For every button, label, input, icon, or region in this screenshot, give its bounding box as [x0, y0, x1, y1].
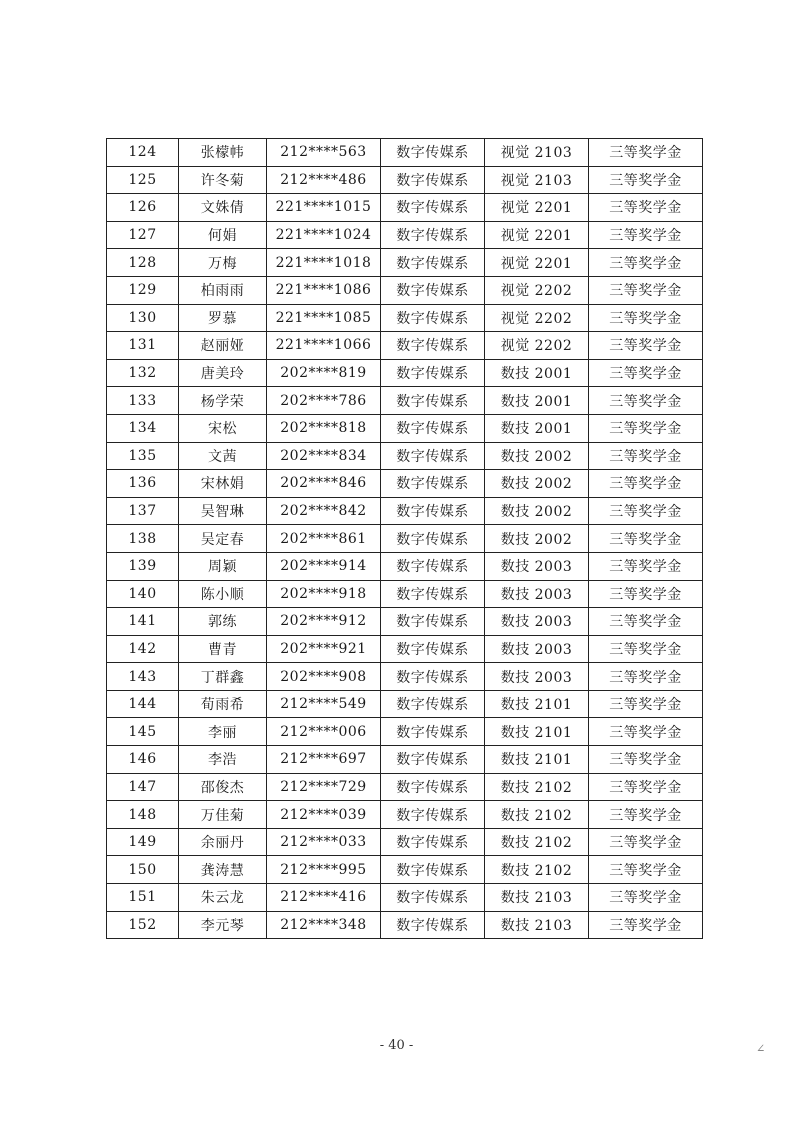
row-number-cell: 132 [107, 359, 179, 387]
department-cell: 数字传媒系 [381, 580, 485, 608]
class-cell: 数技 2102 [485, 801, 589, 829]
student-id-cell: 202****818 [267, 414, 381, 442]
class-cell: 数技 2001 [485, 414, 589, 442]
page-number: - 40 - [379, 1038, 414, 1053]
student-name-cell: 张檬帏 [179, 139, 267, 167]
student-name-cell: 杨学荣 [179, 387, 267, 415]
student-name-cell: 邵俊杰 [179, 773, 267, 801]
student-name-cell: 荀雨希 [179, 690, 267, 718]
award-cell: 三等奖学金 [589, 332, 703, 360]
student-name-cell: 李浩 [179, 746, 267, 774]
class-cell: 数技 2003 [485, 552, 589, 580]
class-cell: 数技 2002 [485, 497, 589, 525]
student-id-cell: 212****549 [267, 690, 381, 718]
award-cell: 三等奖学金 [589, 884, 703, 912]
award-cell: 三等奖学金 [589, 414, 703, 442]
class-cell: 数技 2003 [485, 580, 589, 608]
class-cell: 数技 2101 [485, 690, 589, 718]
table-row [107, 801, 703, 829]
table-row [107, 359, 703, 387]
table-row [107, 856, 703, 884]
department-cell: 数字传媒系 [381, 856, 485, 884]
award-cell: 三等奖学金 [589, 139, 703, 167]
student-id-cell: 212****729 [267, 773, 381, 801]
student-id-cell: 202****912 [267, 608, 381, 636]
class-cell: 数技 2003 [485, 663, 589, 691]
student-name-cell: 宋林娟 [179, 470, 267, 498]
student-id-cell: 212****039 [267, 801, 381, 829]
class-cell: 数技 2002 [485, 470, 589, 498]
student-id-cell: 212****697 [267, 746, 381, 774]
department-cell: 数字传媒系 [381, 884, 485, 912]
student-name-cell: 朱云龙 [179, 884, 267, 912]
department-cell: 数字传媒系 [381, 359, 485, 387]
department-cell: 数字传媒系 [381, 828, 485, 856]
class-cell: 视觉 2201 [485, 194, 589, 222]
table-row [107, 497, 703, 525]
student-id-cell: 202****819 [267, 359, 381, 387]
department-cell: 数字传媒系 [381, 387, 485, 415]
table-row [107, 911, 703, 939]
row-number-cell: 128 [107, 249, 179, 277]
row-number-cell: 133 [107, 387, 179, 415]
student-name-cell: 余丽丹 [179, 828, 267, 856]
student-id-cell: 212****486 [267, 166, 381, 194]
row-number-cell: 141 [107, 608, 179, 636]
row-number-cell: 143 [107, 663, 179, 691]
department-cell: 数字传媒系 [381, 442, 485, 470]
award-cell: 三等奖学金 [589, 525, 703, 553]
student-name-cell: 李元琴 [179, 911, 267, 939]
award-cell: 三等奖学金 [589, 856, 703, 884]
table-row [107, 552, 703, 580]
award-cell: 三等奖学金 [589, 635, 703, 663]
row-number-cell: 124 [107, 139, 179, 167]
award-cell: 三等奖学金 [589, 718, 703, 746]
student-id-cell: 202****921 [267, 635, 381, 663]
class-cell: 数技 2102 [485, 773, 589, 801]
department-cell: 数字传媒系 [381, 552, 485, 580]
table-row [107, 194, 703, 222]
student-id-cell: 202****786 [267, 387, 381, 415]
department-cell: 数字传媒系 [381, 718, 485, 746]
table-row [107, 414, 703, 442]
student-id-cell: 221****1085 [267, 304, 381, 332]
class-cell: 视觉 2202 [485, 304, 589, 332]
row-number-cell: 129 [107, 276, 179, 304]
department-cell: 数字传媒系 [381, 746, 485, 774]
table-row [107, 276, 703, 304]
table-row [107, 221, 703, 249]
department-cell: 数字传媒系 [381, 249, 485, 277]
student-id-cell: 221****1086 [267, 276, 381, 304]
department-cell: 数字传媒系 [381, 497, 485, 525]
row-number-cell: 135 [107, 442, 179, 470]
row-number-cell: 125 [107, 166, 179, 194]
student-id-cell: 202****834 [267, 442, 381, 470]
table-row [107, 166, 703, 194]
class-cell: 数技 2101 [485, 746, 589, 774]
table-row [107, 442, 703, 470]
class-cell: 数技 2001 [485, 387, 589, 415]
department-cell: 数字传媒系 [381, 663, 485, 691]
award-cell: 三等奖学金 [589, 194, 703, 222]
row-number-cell: 139 [107, 552, 179, 580]
corner-mark: ∠ [756, 1042, 766, 1055]
department-cell: 数字传媒系 [381, 221, 485, 249]
student-name-cell: 柏雨雨 [179, 276, 267, 304]
class-cell: 数技 2102 [485, 828, 589, 856]
student-id-cell: 221****1015 [267, 194, 381, 222]
row-number-cell: 152 [107, 911, 179, 939]
department-cell: 数字传媒系 [381, 608, 485, 636]
award-cell: 三等奖学金 [589, 580, 703, 608]
student-name-cell: 李丽 [179, 718, 267, 746]
row-number-cell: 148 [107, 801, 179, 829]
student-name-cell: 万佳菊 [179, 801, 267, 829]
student-name-cell: 曹青 [179, 635, 267, 663]
table-row [107, 525, 703, 553]
student-name-cell: 万梅 [179, 249, 267, 277]
award-cell: 三等奖学金 [589, 249, 703, 277]
class-cell: 数技 2101 [485, 718, 589, 746]
table-row [107, 332, 703, 360]
student-name-cell: 罗慕 [179, 304, 267, 332]
row-number-cell: 144 [107, 690, 179, 718]
row-number-cell: 146 [107, 746, 179, 774]
student-name-cell: 吴定春 [179, 525, 267, 553]
class-cell: 视觉 2103 [485, 139, 589, 167]
student-name-cell: 周颖 [179, 552, 267, 580]
student-id-cell: 221****1018 [267, 249, 381, 277]
student-name-cell: 赵丽娅 [179, 332, 267, 360]
award-cell: 三等奖学金 [589, 387, 703, 415]
table-row [107, 608, 703, 636]
class-cell: 视觉 2201 [485, 221, 589, 249]
table-row [107, 139, 703, 167]
award-cell: 三等奖学金 [589, 828, 703, 856]
table-row [107, 828, 703, 856]
class-cell: 数技 2102 [485, 856, 589, 884]
award-cell: 三等奖学金 [589, 773, 703, 801]
table-row [107, 249, 703, 277]
row-number-cell: 138 [107, 525, 179, 553]
award-cell: 三等奖学金 [589, 690, 703, 718]
department-cell: 数字传媒系 [381, 139, 485, 167]
department-cell: 数字传媒系 [381, 304, 485, 332]
student-name-cell: 何娟 [179, 221, 267, 249]
row-number-cell: 140 [107, 580, 179, 608]
award-cell: 三等奖学金 [589, 304, 703, 332]
row-number-cell: 134 [107, 414, 179, 442]
student-id-cell: 202****842 [267, 497, 381, 525]
student-name-cell: 唐美玲 [179, 359, 267, 387]
student-id-cell: 212****033 [267, 828, 381, 856]
department-cell: 数字传媒系 [381, 525, 485, 553]
student-id-cell: 202****908 [267, 663, 381, 691]
department-cell: 数字传媒系 [381, 635, 485, 663]
award-cell: 三等奖学金 [589, 746, 703, 774]
student-name-cell: 宋松 [179, 414, 267, 442]
table-row [107, 635, 703, 663]
row-number-cell: 147 [107, 773, 179, 801]
award-cell: 三等奖学金 [589, 552, 703, 580]
table-row [107, 884, 703, 912]
class-cell: 数技 2001 [485, 359, 589, 387]
student-name-cell: 龚涛慧 [179, 856, 267, 884]
student-id-cell: 221****1066 [267, 332, 381, 360]
row-number-cell: 150 [107, 856, 179, 884]
department-cell: 数字传媒系 [381, 801, 485, 829]
award-cell: 三等奖学金 [589, 359, 703, 387]
award-cell: 三等奖学金 [589, 497, 703, 525]
award-cell: 三等奖学金 [589, 801, 703, 829]
table-row [107, 304, 703, 332]
award-cell: 三等奖学金 [589, 608, 703, 636]
student-id-cell: 221****1024 [267, 221, 381, 249]
class-cell: 数技 2103 [485, 884, 589, 912]
row-number-cell: 149 [107, 828, 179, 856]
department-cell: 数字传媒系 [381, 690, 485, 718]
student-name-cell: 文姝倩 [179, 194, 267, 222]
table-row [107, 773, 703, 801]
student-id-cell: 212****348 [267, 911, 381, 939]
table-row [107, 718, 703, 746]
row-number-cell: 136 [107, 470, 179, 498]
award-cell: 三等奖学金 [589, 470, 703, 498]
row-number-cell: 126 [107, 194, 179, 222]
row-number-cell: 151 [107, 884, 179, 912]
class-cell: 视觉 2103 [485, 166, 589, 194]
award-cell: 三等奖学金 [589, 911, 703, 939]
student-id-cell: 202****918 [267, 580, 381, 608]
student-name-cell: 丁群鑫 [179, 663, 267, 691]
class-cell: 数技 2103 [485, 911, 589, 939]
table-row [107, 387, 703, 415]
table-row [107, 690, 703, 718]
class-cell: 数技 2002 [485, 442, 589, 470]
student-id-cell: 212****416 [267, 884, 381, 912]
department-cell: 数字传媒系 [381, 773, 485, 801]
scholarship-table [106, 138, 703, 939]
department-cell: 数字传媒系 [381, 194, 485, 222]
department-cell: 数字传媒系 [381, 911, 485, 939]
department-cell: 数字传媒系 [381, 470, 485, 498]
table-row [107, 663, 703, 691]
student-name-cell: 郭练 [179, 608, 267, 636]
class-cell: 视觉 2202 [485, 276, 589, 304]
class-cell: 视觉 2202 [485, 332, 589, 360]
student-name-cell: 文茜 [179, 442, 267, 470]
table-row [107, 746, 703, 774]
award-cell: 三等奖学金 [589, 276, 703, 304]
class-cell: 数技 2002 [485, 525, 589, 553]
student-name-cell: 陈小顺 [179, 580, 267, 608]
department-cell: 数字传媒系 [381, 166, 485, 194]
student-id-cell: 212****563 [267, 139, 381, 167]
table-body [107, 139, 703, 939]
student-id-cell: 202****861 [267, 525, 381, 553]
row-number-cell: 130 [107, 304, 179, 332]
department-cell: 数字传媒系 [381, 414, 485, 442]
row-number-cell: 127 [107, 221, 179, 249]
department-cell: 数字传媒系 [381, 276, 485, 304]
student-id-cell: 212****995 [267, 856, 381, 884]
row-number-cell: 131 [107, 332, 179, 360]
row-number-cell: 145 [107, 718, 179, 746]
row-number-cell: 137 [107, 497, 179, 525]
award-cell: 三等奖学金 [589, 166, 703, 194]
table-row [107, 580, 703, 608]
award-cell: 三等奖学金 [589, 663, 703, 691]
class-cell: 数技 2003 [485, 608, 589, 636]
class-cell: 数技 2003 [485, 635, 589, 663]
department-cell: 数字传媒系 [381, 332, 485, 360]
row-number-cell: 142 [107, 635, 179, 663]
student-name-cell: 吴智琳 [179, 497, 267, 525]
class-cell: 视觉 2201 [485, 249, 589, 277]
student-id-cell: 212****006 [267, 718, 381, 746]
table-row [107, 470, 703, 498]
student-id-cell: 202****914 [267, 552, 381, 580]
award-cell: 三等奖学金 [589, 221, 703, 249]
student-name-cell: 许冬菊 [179, 166, 267, 194]
award-cell: 三等奖学金 [589, 442, 703, 470]
student-id-cell: 202****846 [267, 470, 381, 498]
